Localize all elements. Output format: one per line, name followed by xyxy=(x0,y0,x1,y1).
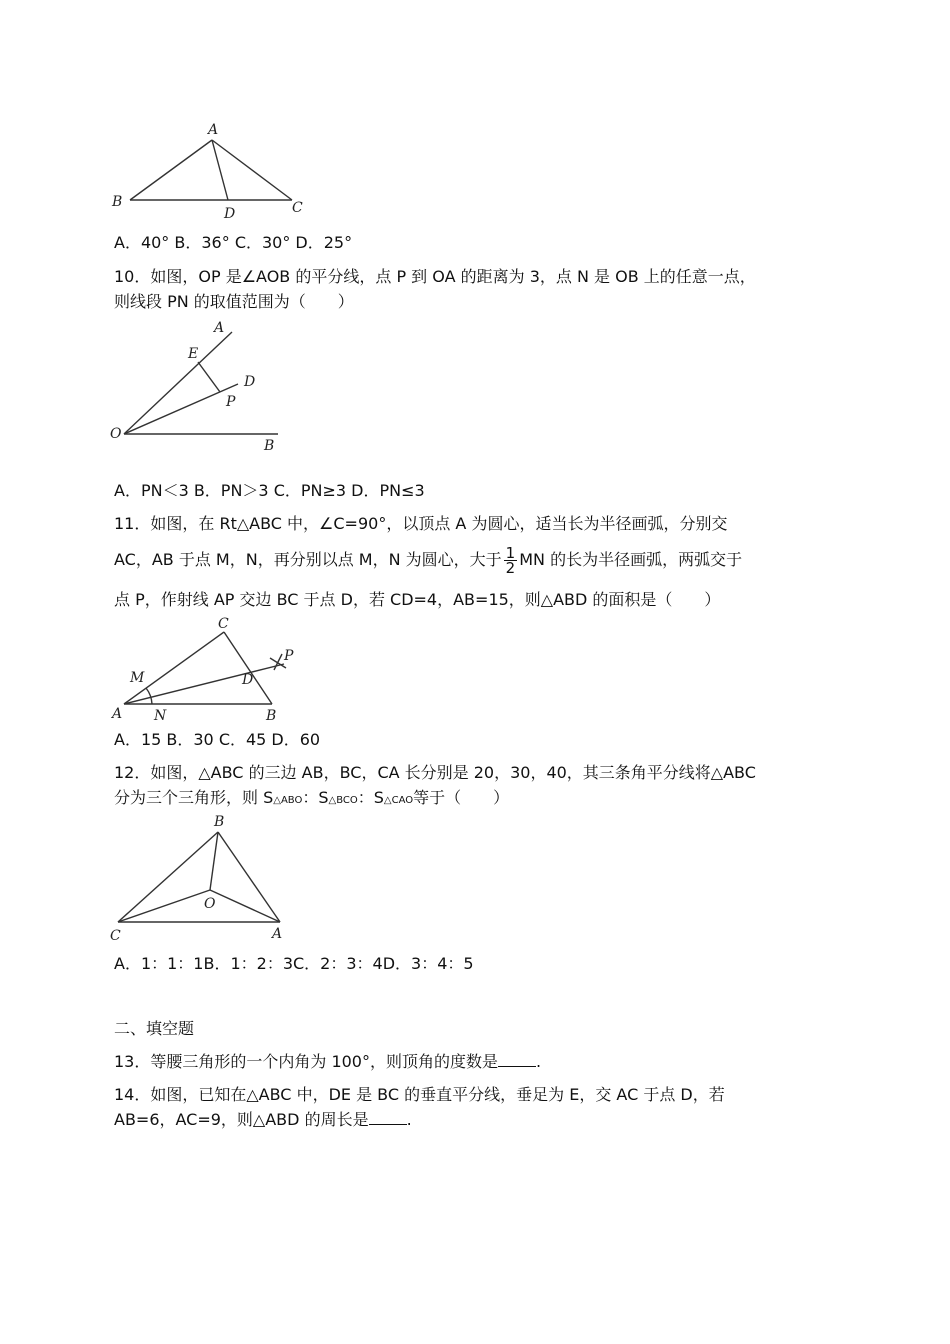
label-n: N xyxy=(154,708,167,724)
label-m: M xyxy=(130,670,145,686)
label-o: O xyxy=(110,426,122,442)
label-p: P xyxy=(284,648,294,664)
fraction-one-half xyxy=(504,546,518,575)
q12-line2 xyxy=(114,787,509,812)
q11-line2-post: MN 的长为半径画弧，两弧交于 xyxy=(519,550,743,569)
label-d: D xyxy=(224,206,236,222)
label-d: D xyxy=(242,672,254,688)
q13 xyxy=(114,1051,541,1073)
label-e: E xyxy=(188,346,199,362)
label-c: C xyxy=(218,616,229,632)
figure-triangle-bisectors xyxy=(108,812,308,942)
figure-triangle-abd xyxy=(108,118,318,228)
q11-line3: 点 P，作射线 AP 交边 BC 于点 D，若 CD=4，AB=15，则△ABD 的面积是（ ） xyxy=(114,590,721,609)
fraction-numerator: 1 xyxy=(505,544,516,562)
q14-text: AB=6，AC=9，则△ABD 的周长是 xyxy=(114,1110,369,1129)
q12-line1: 12．如图，△ABC 的三边 AB，BC，CA 长分别是 20，30，40，其三条角平分线将△ABC xyxy=(114,763,756,782)
label-a: A xyxy=(208,122,219,138)
label-p: P xyxy=(226,394,236,410)
q12-line2-pre: 分为三个三角形，则 S xyxy=(114,788,274,807)
q13-text: 13．等腰三角形的一个内角为 100°，则顶角的度数是 xyxy=(114,1052,498,1071)
subscript-abo: △ABO xyxy=(273,795,303,806)
q10-options: A．PN＜3 B．PN＞3 C．PN≥3 D．PN≤3 xyxy=(114,481,425,500)
subscript-cao: △CAO xyxy=(383,795,414,806)
label-a: A xyxy=(272,926,283,942)
q11-options: A．15 B．30 C．45 D．60 xyxy=(114,730,321,749)
q12-options: A．1：1：1B．1：2：3C．2：3：4D．3：4：5 xyxy=(114,954,474,973)
label-b: B xyxy=(266,708,277,724)
answer-blank xyxy=(498,1052,536,1067)
label-a: A xyxy=(112,706,123,722)
label-o: O xyxy=(204,896,216,912)
label-c: C xyxy=(110,928,121,944)
label-b: B xyxy=(264,438,275,454)
q14-line2 xyxy=(114,1109,412,1131)
separator-2: ：S xyxy=(357,788,384,807)
q9-options: A．40° B．36° C．30° D．25° xyxy=(114,233,353,252)
q14-line1: 14．如图，已知在△ABC 中，DE 是 BC 的垂直平分线，垂足为 E，交 AC 于点 D，若 xyxy=(114,1085,725,1104)
q14-end: . xyxy=(406,1110,412,1129)
separator-1: ：S xyxy=(302,788,329,807)
q11-line2 xyxy=(114,546,742,575)
subscript-bco: △BCO xyxy=(328,795,358,806)
q10-line1: 10．如图，OP 是∠AOB 的平分线，点 P 到 OA 的距离为 3，点 N 是 OB 上的任意一点， xyxy=(114,267,756,286)
label-b: B xyxy=(214,814,225,830)
q11-line2-pre: AC，AB 于点 M，N，再分别以点 M，N 为圆心，大于 xyxy=(114,550,502,569)
q12-line2-post: 等于（ ） xyxy=(413,788,510,807)
fraction-denominator: 2 xyxy=(505,559,516,577)
figure-angle-aob xyxy=(108,320,308,460)
section-title: 二、填空题 xyxy=(114,1019,195,1038)
answer-blank xyxy=(369,1110,407,1125)
q13-end: . xyxy=(536,1052,542,1071)
label-d: D xyxy=(244,374,256,390)
figure-right-triangle-abc xyxy=(108,618,308,728)
q10-line2: 则线段 PN 的取值范围为（ ） xyxy=(114,292,354,311)
label-c: C xyxy=(292,200,303,216)
q11-line1: 11．如图，在 Rt△ABC 中，∠C=90°，以顶点 A 为圆心，适当长为半径画弧，分别交 xyxy=(114,514,728,533)
label-a: A xyxy=(214,320,225,336)
label-b: B xyxy=(112,194,123,210)
